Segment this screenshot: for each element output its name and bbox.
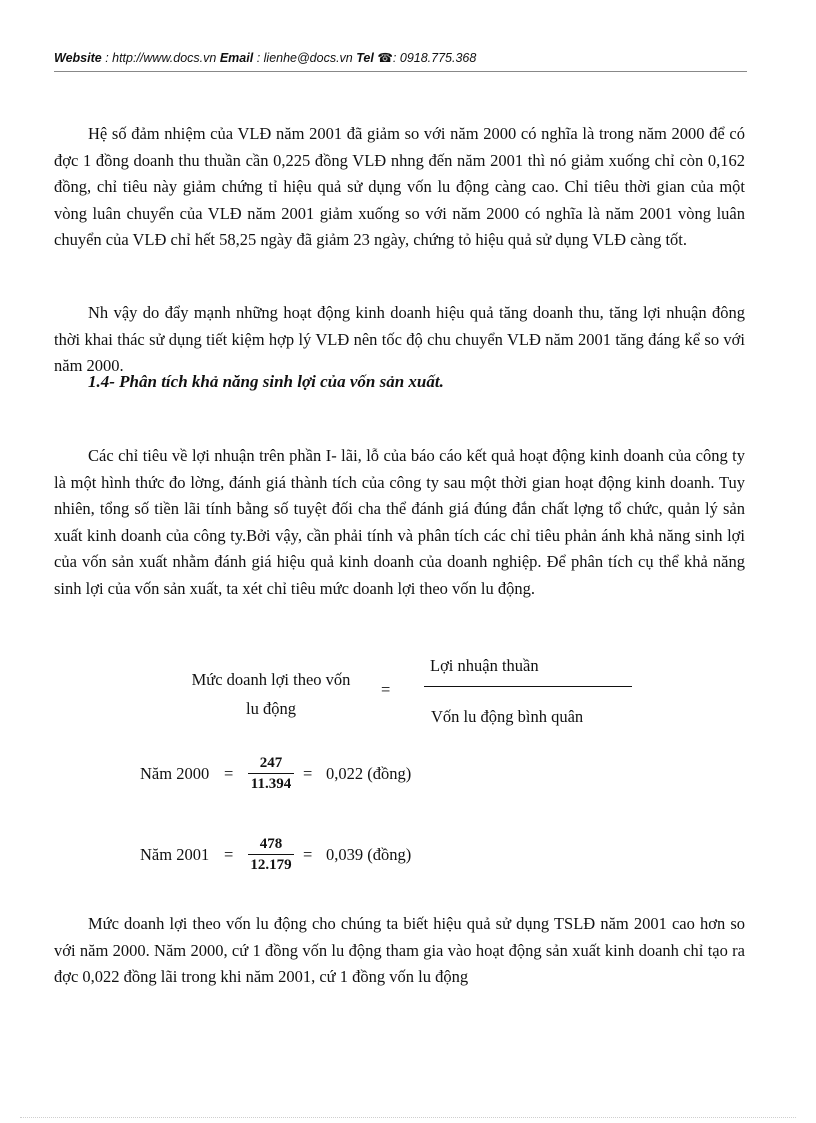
page-header xyxy=(54,50,747,65)
calc-result: 0,022 (đồng) xyxy=(326,764,412,783)
calc-numerator: 478 xyxy=(259,836,283,852)
calc-fraction xyxy=(248,835,294,874)
website-label: Website xyxy=(54,51,102,65)
calc-fraction xyxy=(248,754,294,793)
calc-denominator: 11.394 xyxy=(250,776,292,792)
formula-denominator: Vốn lu động bình quân xyxy=(431,707,584,726)
paragraph-vld-efficiency: Hệ số đảm nhiệm của VLĐ năm 2001 đã giảm so với năm 2000 có nghĩa là trong năm 2000 để có đợc 1 đồng doanh thu thuần cần 0,225 đồng VLĐ nhng đến năm 2001 thì nó giảm xuống chỉ còn 0,162 đồng, chỉ tiêu này giảm chứng tỉ hiệu quả sử dụng vốn lu động càng cao. Chỉ tiêu thời gian của một vòng luân chuyển của VLĐ năm 2001 giảm xuống so với năm 2000 có nghĩa là năm 2001 vòng luân chuyển của VLĐ chỉ hết 58,25 ngày đã giảm 23 ngày, chứng tỏ hiệu quả sử dụng VLĐ càng tốt. xyxy=(54,124,745,249)
calc-fraction-bar xyxy=(248,773,294,774)
header-divider xyxy=(54,71,747,72)
paragraph-profitability-intro: Các chỉ tiêu về lợi nhuận trên phần I- lãi, lỗ của báo cáo kết quả hoạt động kinh doanh của công ty là một hình thức đo lờng, đánh giá thành tích của công ty sau một thời gian hoạt động kinh doanh. Tuy nhiên, tổng số tiền lãi tính bằng số tuyệt đối cha thể đánh giá đúng đắn chất lợng tổ chức, quản lý sản xuất kinh doanh của công ty.Bởi vậy, cần phải tính và phân tích các chỉ tiêu phản ánh khả năng sinh lợi của vốn sản xuất nhằm đánh giá hiệu quả kinh doanh của doanh nghiệp. Để phân tích cụ thể khả năng sinh lợi của vốn sản xuất, ta xét chỉ tiêu mức doanh lợi theo vốn lu động. xyxy=(54,446,745,598)
footer-divider xyxy=(20,1117,796,1118)
email-label: Email xyxy=(219,51,254,65)
calc-denominator: 12.179 xyxy=(250,857,292,873)
formula-equals: = xyxy=(381,680,391,699)
calc-year-label: Năm 2001 xyxy=(140,845,210,864)
calc-fraction-bar xyxy=(248,854,294,855)
section-heading: 1.4- Phân tích khả năng sinh lợi của vốn sản xuất. xyxy=(88,372,444,391)
formula-numerator: Lợi nhuận thuần xyxy=(430,656,539,675)
email-value[interactable]: : lienhe@docs.vn xyxy=(256,51,353,65)
paragraph-conclusion: Mức doanh lợi theo vốn lu động cho chúng ta biết hiệu quả sử dụng TSLĐ năm 2001 cao hơn so với năm 2000. Năm 2000, cứ 1 đồng vốn lu động tham gia vào hoạt động sản xuất kinh doanh chỉ tạo ra đợc 0,022 đồng lãi trong khi năm 2001, cứ 1 đồng vốn lu động xyxy=(54,914,745,986)
formula-label-line1: Mức doanh lợi theo vốn xyxy=(191,670,351,689)
website-value[interactable]: : http://www.docs.vn xyxy=(105,51,217,65)
phone-icon: ☎ xyxy=(377,51,393,65)
calc-equals: = xyxy=(224,764,234,783)
calc-equals: = xyxy=(303,845,313,864)
calc-equals: = xyxy=(224,845,234,864)
tel-value: : 0918.775.368 xyxy=(392,51,477,65)
calc-year-label: Năm 2000 xyxy=(140,764,210,783)
formula-label xyxy=(176,665,366,723)
calc-result: 0,039 (đồng) xyxy=(326,845,412,864)
calc-numerator: 247 xyxy=(259,755,283,771)
formula-fraction-bar xyxy=(424,686,632,687)
calc-equals: = xyxy=(303,764,313,783)
tel-label: Tel xyxy=(356,51,374,65)
formula-label-line2: lu động xyxy=(246,699,296,718)
paragraph-summary: Nh vậy do đẩy mạnh những hoạt động kinh doanh hiệu quả tăng doanh thu, tăng lợi nhuận đông thời khai thác sử dụng tiết kiệm hợp lý VLĐ nên tốc độ chu chuyển VLĐ năm 2001 tăng đáng kể so với năm 2000. xyxy=(54,303,745,375)
